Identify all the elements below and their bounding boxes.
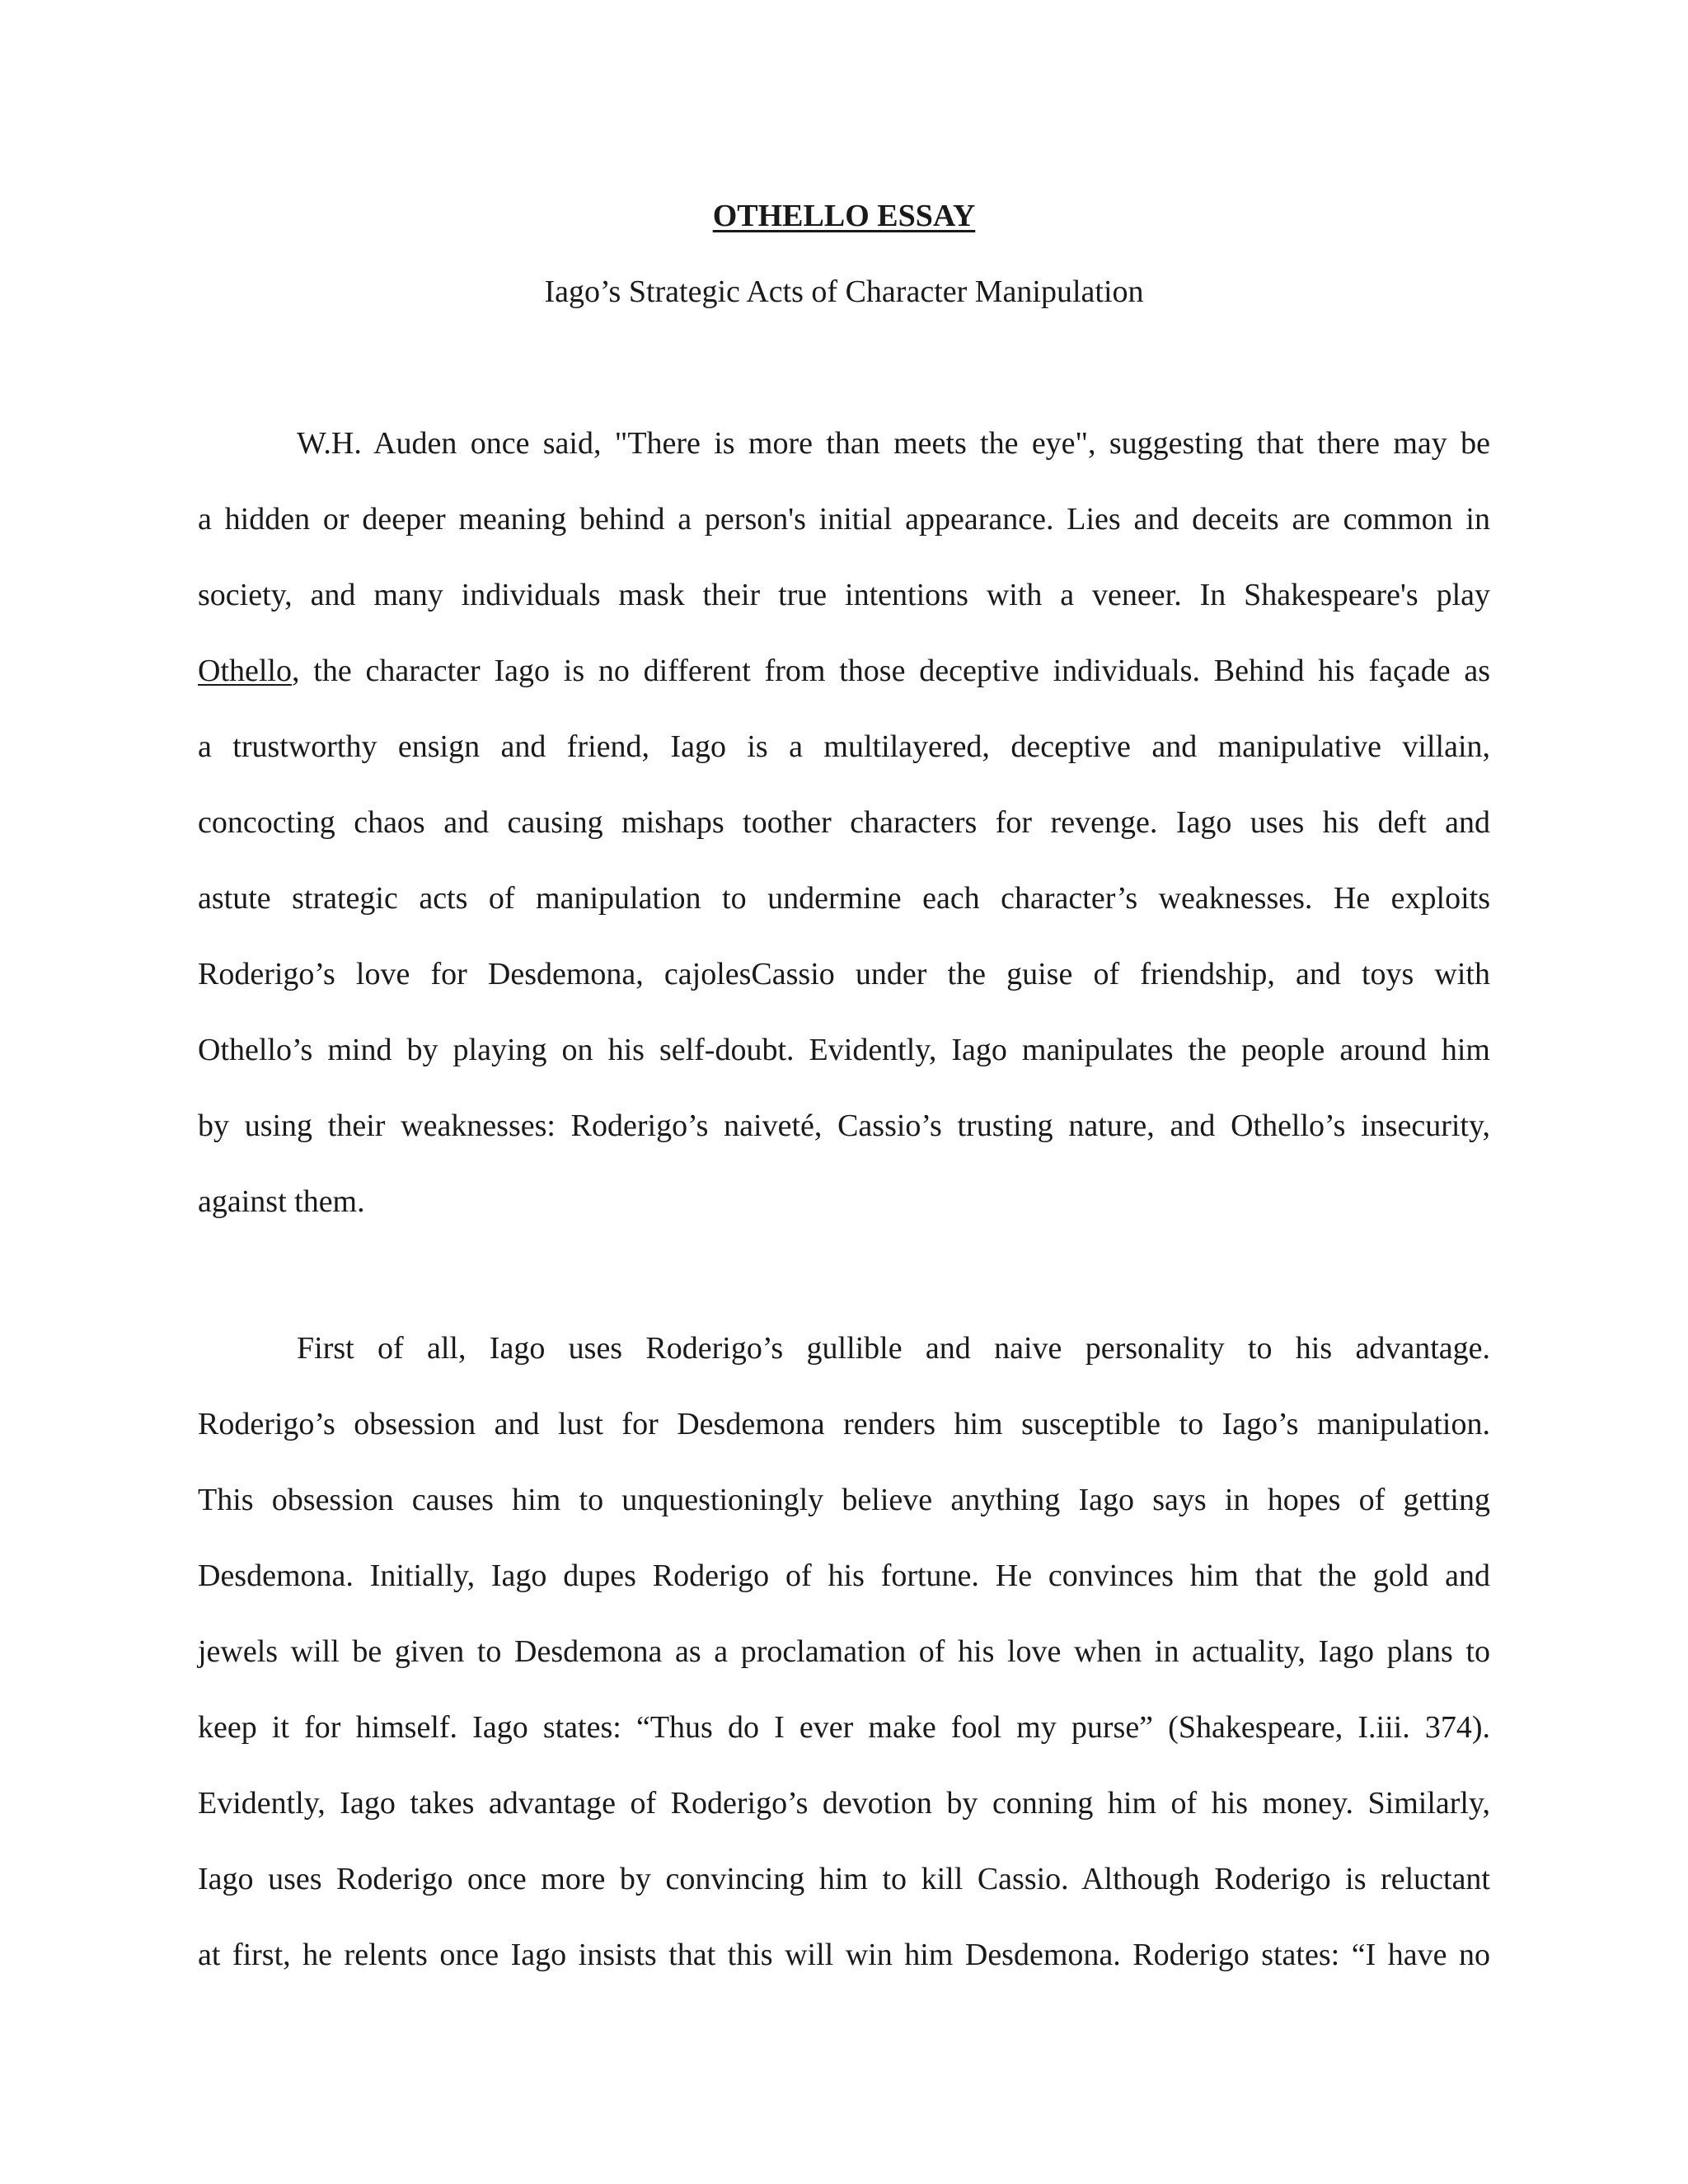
- paragraph-line: jewels will be given to Desdemona as a proclamation of his love when in actuality, Iago plans to: [198, 1634, 1490, 1669]
- paragraph-line: keep it for himself. Iago states: “Thus do I ever make fool my purse” (Shakespeare, I.iii. 374).: [198, 1710, 1490, 1745]
- paragraph-line: against them.: [198, 1184, 365, 1219]
- paragraph-introduction: [198, 422, 1490, 1256]
- essay-title: OTHELLO ESSAY: [712, 199, 976, 233]
- paragraph-line: First of all, Iago uses Roderigo’s gullible and naive personality to his advantage.: [297, 1331, 1490, 1366]
- paragraph-line: society, and many individuals mask their true intentions with a veneer. In Shakespeare's play: [198, 578, 1490, 612]
- paragraph-line: astute strategic acts of manipulation to undermine each character’s weaknesses. He exploits: [198, 881, 1490, 916]
- paragraph-line: a hidden or deeper meaning behind a person's initial appearance. Lies and deceits are common in: [198, 502, 1490, 537]
- paragraph-line: by using their weaknesses: Roderigo’s naiveté, Cassio’s trusting nature, and Othello’s insecurity,: [198, 1108, 1490, 1143]
- essay-subtitle: Iago’s Strategic Acts of Character Manipulation: [544, 274, 1144, 309]
- paragraph-line: Roderigo’s love for Desdemona, cajolesCassio under the guise of friendship, and toys with: [198, 957, 1490, 991]
- play-title: Othello: [198, 654, 292, 688]
- paragraph-line: at first, he relents once Iago insists that this will win him Desdemona. Roderigo states: “I have no: [198, 1938, 1490, 1972]
- paragraph-line: This obsession causes him to unquestioningly believe anything Iago says in hopes of getting: [198, 1483, 1490, 1517]
- paragraph-line: Evidently, Iago takes advantage of Roderigo’s devotion by conning him of his money. Similarly,: [198, 1786, 1490, 1821]
- paragraph-line: Othello’s mind by playing on his self-doubt. Evidently, Iago manipulates the people around him: [198, 1033, 1490, 1067]
- paragraph-line: [198, 649, 1490, 725]
- paragraph-line: Roderigo’s obsession and lust for Desdemona renders him susceptible to Iago’s manipulation.: [198, 1407, 1490, 1441]
- paragraph-line: concocting chaos and causing mishaps toother characters for revenge. Iago uses his deft and: [198, 805, 1490, 840]
- paragraph-line: Desdemona. Initially, Iago dupes Roderigo of his fortune. He convinces him that the gold and: [198, 1558, 1490, 1593]
- paragraph-line: a trustworthy ensign and friend, Iago is a multilayered, deceptive and manipulative villain,: [198, 729, 1490, 764]
- paragraph-line: W.H. Auden once said, "There is more than meets the eye", suggesting that there may be: [297, 426, 1490, 461]
- line-text: , the character Iago is no different from those deceptive individuals. Behind his façade as: [291, 654, 1490, 688]
- paragraph-roderigo: [198, 1327, 1490, 2009]
- paragraph-line: Iago uses Roderigo once more by convincing him to kill Cassio. Although Roderigo is reluctant: [198, 1862, 1490, 1896]
